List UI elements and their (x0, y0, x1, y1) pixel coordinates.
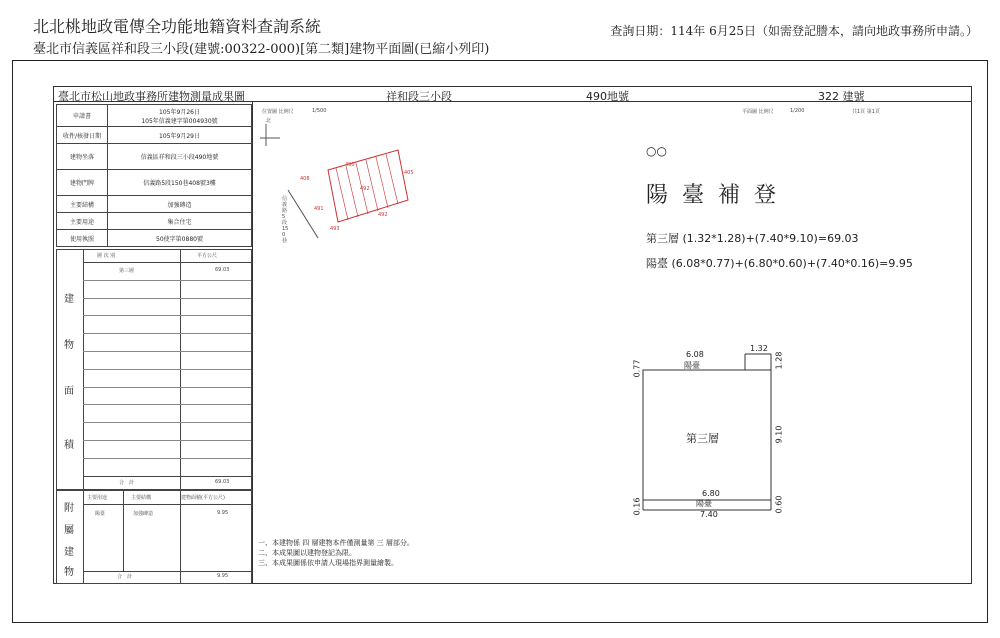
floor-header-area: 平方公尺 (197, 253, 218, 259)
vertical-char: 積 (64, 440, 74, 451)
system-title: 北北桃地政電傳全功能地籍資料查詢系統 (33, 17, 322, 36)
info-value: 集合住宅 (108, 213, 252, 230)
info-label: 建物門牌 (57, 170, 108, 196)
dim-bottom-length: 6.80 (702, 489, 720, 498)
info-label: 主要結構 (57, 196, 108, 213)
info-value: 信義路5段150巷408號3樓 (108, 170, 252, 196)
vertical-char: 建 (64, 294, 74, 305)
info-value: 105年9月29日 (108, 127, 252, 144)
lot-label: 492 (378, 212, 388, 218)
formula-floor: 第三層 (1.32*1.28)+(7.40*9.10)=69.03 (646, 232, 859, 245)
annex-total-value: 9.95 (217, 573, 229, 579)
table-row-line (83, 404, 251, 405)
dim-bottom-right-height: 0.60 (774, 495, 784, 514)
dim-bottom-left-height: 0.16 (632, 497, 642, 516)
note-line: 一、本建物係 四 層建物本件僅測量第 三 層部分。 (258, 539, 414, 547)
section-name: 祥和段三小段 (386, 90, 452, 103)
info-value: 50使字第0880號 (108, 230, 252, 247)
north-arrow-icon (260, 124, 280, 146)
annex-structure: 加強磚造 (133, 511, 154, 517)
floor-area-table (56, 249, 252, 490)
dim-right-height: 9.10 (774, 425, 784, 444)
notes (258, 538, 414, 568)
info-label: 建物坐落 (57, 144, 108, 170)
balcony-bottom-label: 陽臺 (696, 499, 712, 508)
dim-bottom-total: 7.40 (700, 510, 718, 519)
vertical-char: 建 (64, 547, 74, 558)
info-value: 加強磚造 (108, 196, 252, 213)
column-divider (252, 101, 253, 584)
room-label: 第三層 (686, 432, 719, 445)
dim-top-length: 6.08 (686, 350, 704, 359)
note-line: 二、本成果圖以建物登記為限。 (258, 549, 356, 557)
table-row-line (83, 280, 251, 281)
note-line: 三、本成果圖係依申請人現場指界測量繪製。 (258, 559, 398, 567)
table-row-line (83, 333, 251, 334)
vertical-char: 附 (64, 503, 74, 514)
road-label: 信義路5段150巷 (282, 196, 289, 244)
annex-use: 陽臺 (95, 511, 106, 517)
dim-top-right-height: 1.28 (774, 351, 784, 370)
annex-header-area: 建物面積(平方公尺) (181, 495, 225, 501)
annex-table (56, 490, 252, 584)
vertical-char: 物 (64, 567, 74, 578)
dim-top-left-height: 0.77 (632, 359, 642, 378)
table-row-line (83, 458, 251, 459)
lot-label: 492 (360, 186, 370, 192)
office-title: 臺北市松山地政事務所建物測量成果圖 (58, 90, 245, 103)
table-row-line (83, 440, 251, 441)
land-number: 490地號 (586, 90, 629, 103)
floor-header-floor: 層 次 別 (97, 253, 116, 259)
info-label: 主要用途 (57, 213, 108, 230)
vertical-char: 物 (64, 340, 74, 351)
lot-label: 405 (404, 170, 414, 176)
table-row-line (83, 315, 251, 316)
table-row-line (83, 387, 251, 388)
info-label: 使用執照 (57, 230, 108, 247)
info-value: 105年9月26日 105年信義建字第004930號 (108, 105, 252, 127)
big-title: 陽臺補登 (646, 183, 791, 208)
scale-left-value: 1/500 (312, 108, 327, 114)
sheet-header-line (53, 101, 972, 102)
lot-label: 491 (314, 206, 324, 212)
info-table (56, 104, 252, 247)
info-value: 信義區祥和段三小段490地號 (108, 144, 252, 170)
info-label: 收件/核發日期 (57, 127, 108, 144)
scale-left-label: 位置圖 比例尺 (262, 109, 294, 115)
annex-header-structure: 主要結構 (131, 495, 152, 501)
building-number: 322 建號 (818, 90, 865, 103)
balcony-top-label: 陽臺 (684, 361, 700, 370)
table-row-line (83, 422, 251, 423)
north-label: 北 (266, 118, 272, 124)
dim-top-corner: 1.32 (750, 344, 768, 353)
vertical-char: 面 (64, 386, 74, 397)
floor-total-label: 合 計 (119, 480, 135, 486)
formula-balcony: 陽臺 (6.08*0.77)+(6.80*0.60)+(7.40*0.16)=9.95 (646, 257, 913, 270)
lot-label: 493 (330, 226, 340, 232)
scale-right-label: 平面圖 比例尺 (742, 109, 774, 115)
floor-total-value: 69.03 (215, 479, 230, 485)
marker: ○○ (646, 144, 667, 158)
floor-name: 第三層 (119, 268, 135, 274)
scale-right-value: 1/200 (790, 108, 805, 114)
document-subtitle: 臺北市信義區祥和段三小段(建號:00322-000)[第二類]建物平面圖(已縮小列印) (33, 42, 490, 57)
annex-area: 9.95 (217, 510, 229, 516)
table-row-line (83, 369, 251, 370)
vertical-char: 屬 (64, 525, 74, 536)
floor-area: 69.03 (215, 267, 230, 273)
table-row-line (83, 351, 251, 352)
lot-label: 490 (345, 162, 355, 168)
annex-header-use: 主要用途 (87, 495, 108, 501)
query-date: 查詢日期：114年 6月25日（如需登記謄本，請向地政事務所申請。） (610, 24, 978, 38)
lot-label: 408 (300, 176, 310, 182)
table-row-line (83, 298, 251, 299)
info-label: 申請書 (57, 105, 108, 127)
page-count: 共1頁 第1頁 (852, 109, 880, 115)
annex-total-label: 合 計 (117, 574, 133, 580)
